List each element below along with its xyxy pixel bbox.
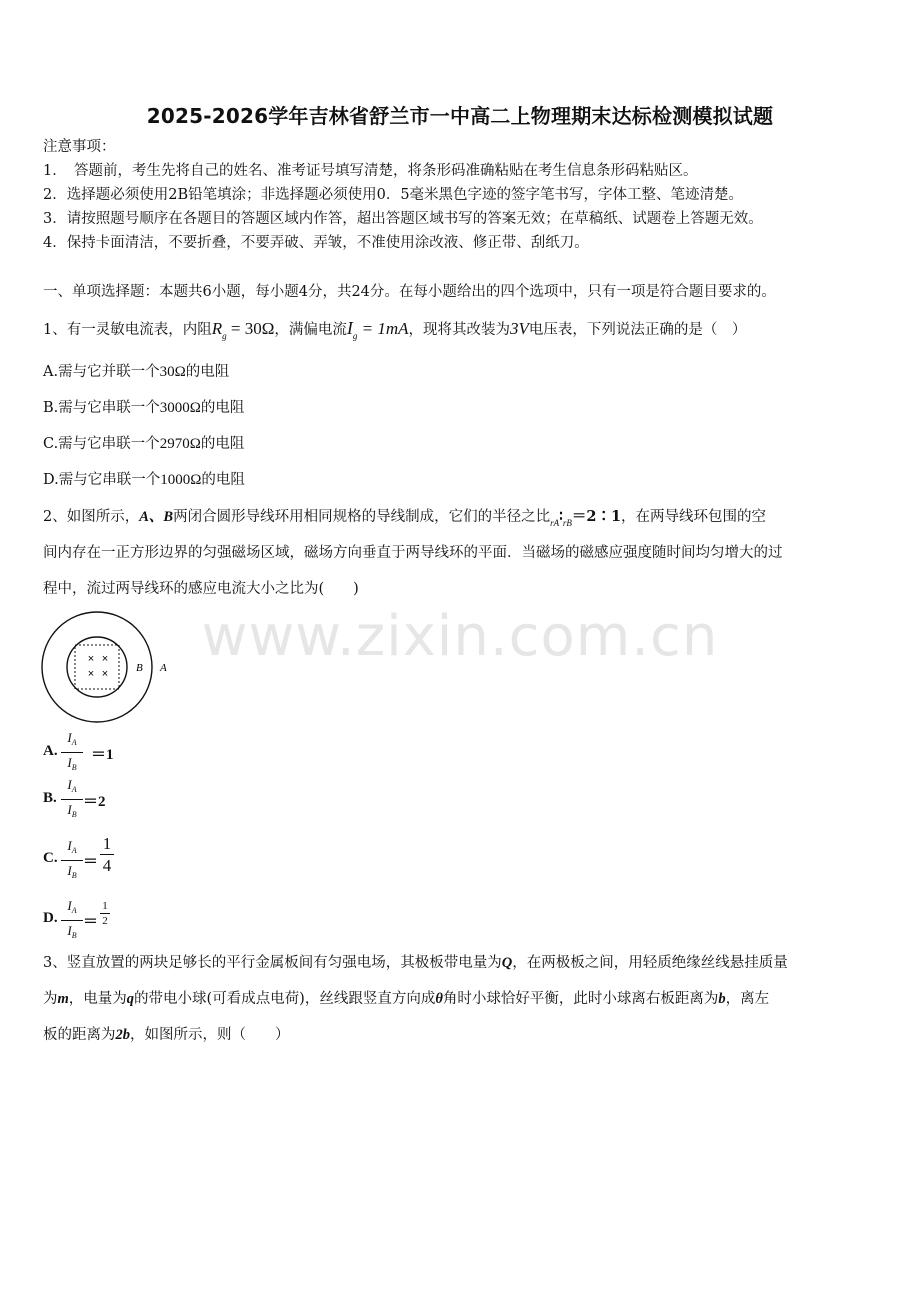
q2-option-c-rhs: ＝ (83, 854, 99, 870)
frac-denominator-sub: B (71, 871, 77, 880)
option-b[interactable] (43, 398, 244, 418)
question-text: ，满偏电流 (274, 322, 347, 338)
radius-b: rB (562, 518, 572, 528)
notice-item: 4．保持卡面清洁，不要折叠，不要弄破、弄皱，不准使用涂改液、修正带、刮纸刀。 (43, 235, 589, 251)
ring-names: A、B (139, 509, 174, 525)
ring-figure (40, 610, 180, 725)
question-text: ，现将其改装为 (408, 322, 510, 338)
question-text: 1、有一灵敏电流表，内阻 (43, 322, 212, 338)
distance-2b: 2b (115, 1027, 130, 1043)
label-b: B (136, 662, 143, 674)
value-numerator: 1 (102, 834, 112, 853)
mass-m: m (57, 991, 69, 1007)
option-label: B.需与它串联一个 (43, 400, 160, 416)
distance-b: b (718, 991, 726, 1007)
option-a[interactable] (43, 362, 229, 382)
field-mark: × (87, 653, 95, 665)
voltage-value: 3V (510, 319, 529, 338)
notice-heading: 注意事项： (43, 139, 116, 155)
option-label: 的电阻 (201, 472, 245, 488)
frac-denominator: I (67, 755, 72, 770)
notice-item: 2．选择题必须使用2B铅笔填涂；非选择题必须使用0．5毫米黑色字迹的签字笔书写，字体工整、笔迹清楚。 (43, 187, 744, 203)
option-label: 的电阻 (185, 364, 230, 380)
option-c[interactable] (43, 434, 244, 454)
option-d[interactable] (43, 470, 245, 490)
frac-numerator-sub: A (71, 846, 77, 855)
ratio-colon: ∶ (559, 508, 563, 525)
q2-option-a-fraction (61, 730, 83, 775)
radius-ratio: ＝2∶1 (571, 508, 622, 525)
option-label: 的电阻 (200, 436, 245, 452)
rg-symbol: R (211, 319, 223, 338)
frac-numerator: I (67, 730, 72, 745)
frac-numerator: I (67, 898, 72, 913)
question-3-stem-line2 (43, 989, 769, 1009)
frac-denominator-sub: B (71, 931, 77, 940)
question-text: 3、竖直放置的两块足够长的平行金属板间有匀强电场，其极板带电量为 (43, 955, 502, 971)
question-text: 的带电小球(可看成点电荷)，丝线跟竖直方向成 (134, 991, 436, 1007)
frac-denominator: I (67, 863, 72, 878)
angle-theta: θ (435, 991, 443, 1007)
question-text: 板的距离为 (43, 1027, 116, 1043)
section-heading: 一、单项选择题：本题共6小题，每小题4分，共24分。在每小题给出的四个选项中，只有一项是符合题目要求的。 (43, 284, 776, 300)
option-label: 的电阻 (200, 400, 245, 416)
frac-denominator: I (67, 923, 72, 938)
question-text: ，如图所示，则（ ） (130, 1027, 290, 1043)
question-text: 电压表，下列说法正确的是（ ） (528, 322, 747, 338)
page-title: 2025-2026学年吉林省舒兰市一中高二上物理期末达标检测模拟试题 (146, 104, 774, 128)
q2-option-b-fraction (61, 777, 83, 822)
option-label: C.需与它串联一个 (43, 436, 160, 452)
field-mark: × (101, 668, 109, 680)
question-3-stem-line3 (43, 1025, 290, 1045)
option-value: 3000Ω (159, 400, 201, 416)
watermark: www.zixin.com.cn (201, 604, 719, 669)
frac-numerator-sub: A (71, 738, 77, 747)
value-denominator: 2 (102, 915, 108, 927)
rg-value: = 30Ω (226, 319, 275, 338)
rg-subscript: g (222, 331, 227, 341)
q2-option-c[interactable]: C. (43, 850, 58, 866)
value-numerator: 1 (102, 900, 108, 912)
question-text: ，在两极板之间，用轻质绝缘丝线悬挂质量 (512, 955, 788, 971)
q2-option-d[interactable]: D. (43, 910, 58, 926)
question-text: ，在两导线环包围的空 (621, 509, 767, 525)
question-text: 2、如图所示， (43, 509, 140, 525)
charge-q: Q (501, 955, 513, 971)
notice-item: 3．请按照题号顺序在各题目的答题区域内作答，超出答题区域书写的答案无效；在草稿纸、试题卷上答题无效。 (43, 211, 763, 227)
ig-subscript: g (352, 331, 358, 341)
ig-value: = 1mA (357, 319, 409, 338)
q2-option-b[interactable]: B. (43, 790, 57, 806)
field-mark: × (87, 668, 95, 680)
question-text: 角时小球恰好平衡，此时小球离右板距离为 (442, 991, 719, 1007)
question-text: 为 (43, 991, 58, 1007)
frac-numerator: I (67, 777, 72, 792)
field-mark: × (101, 653, 109, 665)
question-3-stem-line1 (43, 953, 788, 973)
question-text: ，电量为 (68, 991, 127, 1007)
question-1-stem (43, 318, 746, 346)
frac-numerator: I (67, 838, 72, 853)
question-text: ，离左 (725, 991, 770, 1007)
frac-denominator-sub: B (71, 763, 77, 772)
q2-option-a[interactable]: A. (43, 743, 58, 759)
frac-denominator: I (67, 802, 72, 817)
q2-option-a-rhs: ＝1 (91, 747, 114, 763)
q2-option-b-rhs: ＝2 (83, 794, 106, 810)
frac-numerator-sub: A (71, 906, 77, 915)
field-region (75, 645, 119, 689)
q2-option-c-value (100, 835, 114, 874)
q2-option-d-value (100, 900, 110, 927)
q2-option-d-fraction (61, 898, 83, 943)
frac-numerator-sub: A (71, 785, 77, 794)
option-value: 30Ω (159, 364, 186, 380)
q2-option-d-rhs: ＝ (83, 914, 99, 930)
question-2-stem-line1 (43, 507, 766, 533)
ig-symbol: I (346, 318, 353, 338)
value-denominator: 4 (102, 856, 112, 875)
option-label: D.需与它串联一个 (43, 472, 161, 488)
question-text: 两闭合圆形导线环用相同规格的导线制成，它们的半径之比 (173, 509, 551, 525)
radius-a: rA (550, 518, 560, 528)
frac-denominator-sub: B (71, 810, 77, 819)
q2-option-c-fraction (61, 838, 83, 883)
label-a: A (160, 662, 167, 674)
option-value: 2970Ω (159, 436, 201, 452)
question-2-stem-line3: 程中，流过两导线环的感应电流大小之比为( ) (43, 581, 359, 597)
notice-item: 1． 答题前，考生先将自己的姓名、准考证号填写清楚，将条形码准确粘贴在考生信息条形码粘贴区。 (43, 163, 698, 179)
option-value: 1000Ω (160, 472, 202, 488)
charge-small-q: q (126, 991, 135, 1007)
ring-b (67, 637, 127, 697)
question-2-stem-line2: 间内存在一正方形边界的匀强磁场区域，磁场方向垂直于两导线环的平面．当磁场的磁感应强度随时间均匀增大的过 (43, 545, 783, 561)
option-label: A.需与它并联一个 (43, 364, 160, 380)
